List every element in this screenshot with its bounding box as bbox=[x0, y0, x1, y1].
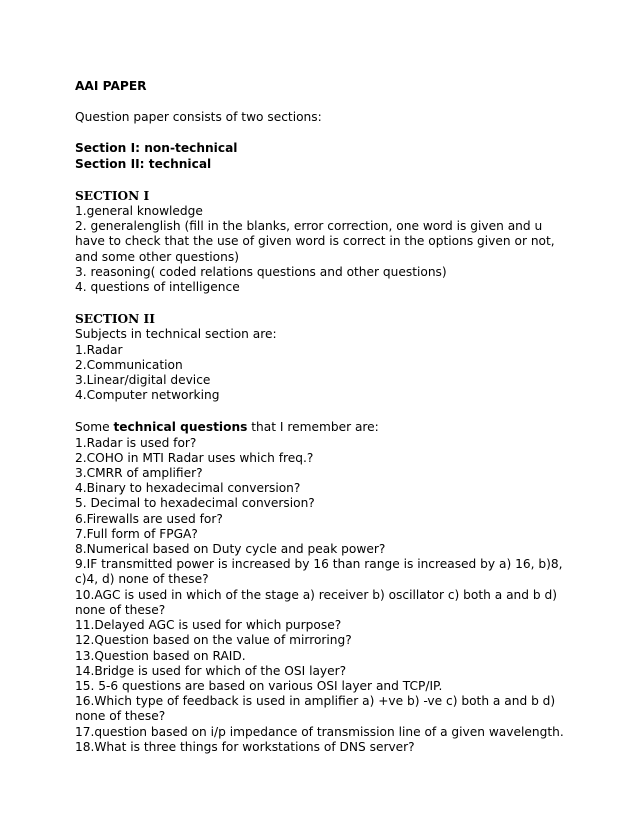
question-item: 13.Question based on RAID. bbox=[75, 648, 246, 663]
question-item: 5. Decimal to hexadecimal conversion? bbox=[75, 496, 315, 511]
questions-intro-suffix: that I remember are: bbox=[247, 420, 379, 435]
question-item: 15. 5-6 questions are based on various OSI layer and TCP/IP. bbox=[75, 678, 443, 693]
section2-heading: SECTION II bbox=[75, 312, 155, 327]
question-item: 10.AGC is used in which of the stage a) receiver b) oscillator c) both a and b d) none of these? bbox=[75, 587, 557, 617]
section1-item: 1.general knowledge bbox=[75, 204, 203, 219]
section2-intro: Subjects in technical section are: bbox=[75, 327, 277, 342]
questions-intro-prefix: Some bbox=[75, 420, 114, 435]
document-page bbox=[75, 79, 570, 755]
section2-item: 2.Communication bbox=[75, 357, 183, 372]
question-item: 3.CMRR of amplifier? bbox=[75, 466, 203, 481]
section-overview-1: Section I: non-technical bbox=[75, 141, 238, 156]
question-item: 9.IF transmitted power is increased by 16 than range is increased by a) 16, b)8, c)4, d) none of these? bbox=[75, 557, 563, 587]
question-item: 4.Binary to hexadecimal conversion? bbox=[75, 481, 301, 496]
section1-item: 3. reasoning( coded relations questions and other questions) bbox=[75, 264, 447, 279]
section2-item: 3.Linear/digital device bbox=[75, 373, 211, 388]
question-item: 7.Full form of FPGA? bbox=[75, 526, 198, 541]
question-item: 11.Delayed AGC is used for which purpose? bbox=[75, 618, 342, 633]
intro-text: Question paper consists of two sections: bbox=[75, 110, 322, 125]
section1-item: 2. generalenglish (fill in the blanks, error correction, one word is given and u have to check that the use of given word is correct in the options given or not, and some other questions) bbox=[75, 219, 555, 264]
question-item: 17.question based on i/p impedance of transmission line of a given wavelength. bbox=[75, 724, 564, 739]
section1-heading: SECTION I bbox=[75, 188, 150, 203]
question-item: 2.COHO in MTI Radar uses which freq.? bbox=[75, 450, 314, 465]
section1-item: 4. questions of intelligence bbox=[75, 280, 240, 295]
question-item: 18.What is three things for workstations of DNS server? bbox=[75, 739, 415, 754]
section-overview-2: Section II: technical bbox=[75, 156, 212, 171]
question-item: 16.Which type of feedback is used in amplifier a) +ve b) -ve c) both a and b d) none of these? bbox=[75, 694, 556, 724]
question-item: 14.Bridge is used for which of the OSI layer? bbox=[75, 663, 347, 678]
question-item: 8.Numerical based on Duty cycle and peak power? bbox=[75, 542, 386, 557]
question-item: 1.Radar is used for? bbox=[75, 435, 197, 450]
question-item: 6.Firewalls are used for? bbox=[75, 511, 223, 526]
questions-intro bbox=[75, 420, 570, 435]
question-item: 12.Question based on the value of mirroring? bbox=[75, 633, 352, 648]
section2-item: 4.Computer networking bbox=[75, 388, 220, 403]
section2-item: 1.Radar bbox=[75, 342, 123, 357]
questions-intro-bold: technical questions bbox=[113, 420, 248, 435]
document-title: AAI PAPER bbox=[75, 79, 147, 93]
